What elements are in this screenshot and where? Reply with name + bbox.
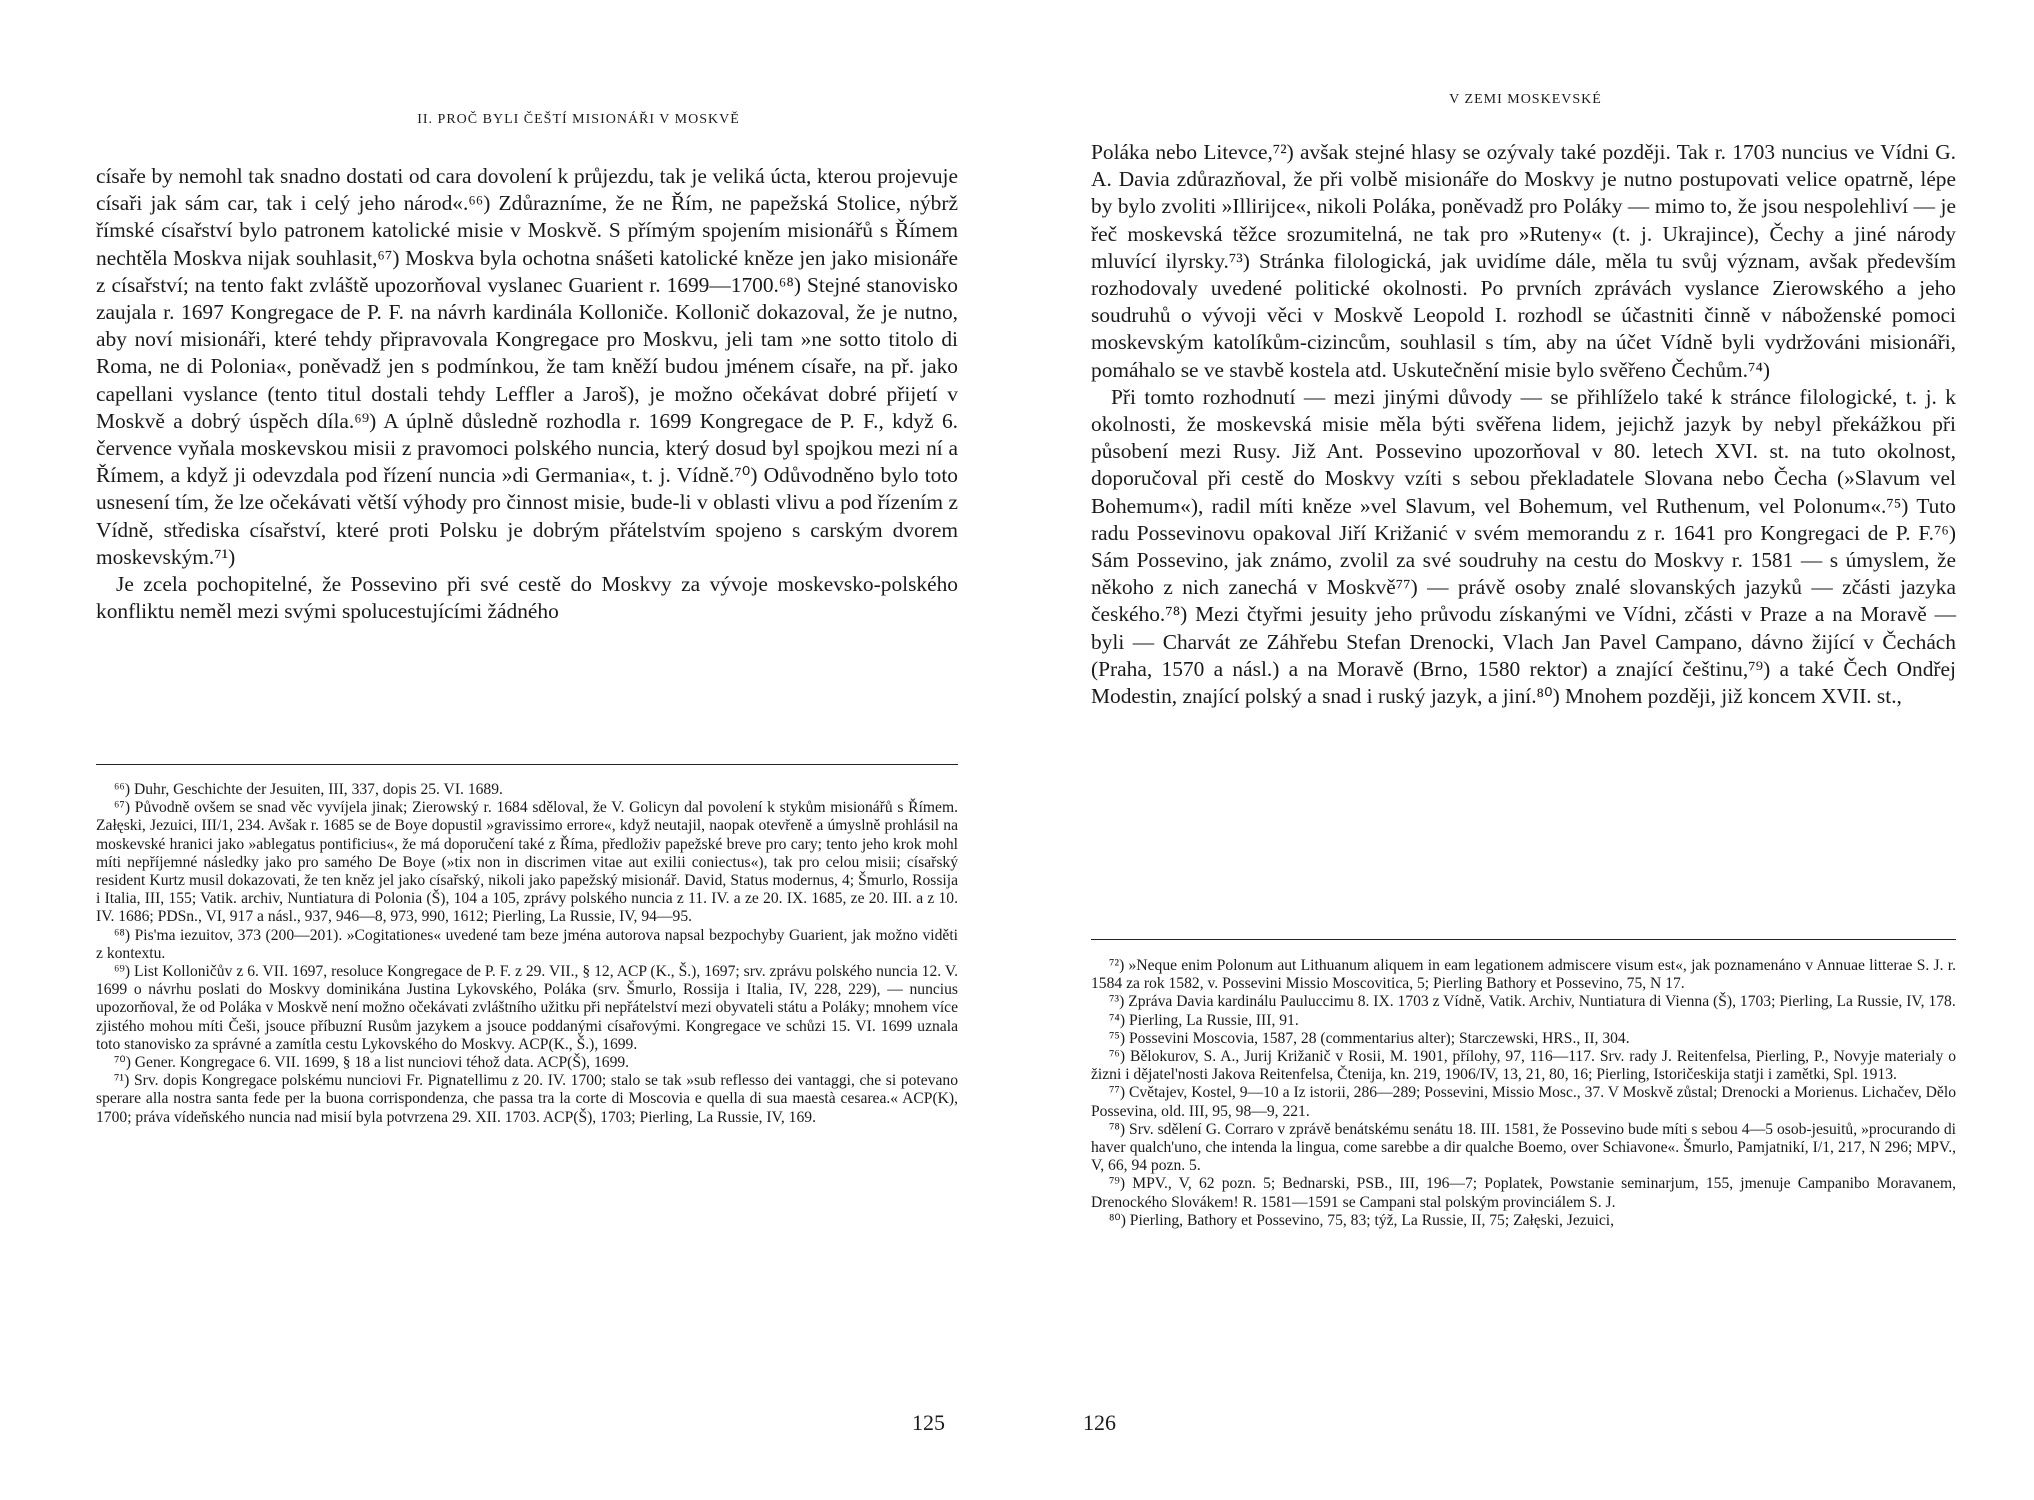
left-body-text (96, 163, 958, 625)
right-body-text (1091, 139, 1956, 710)
footnote-76: ⁷⁶) Bělokurov, S. A., Jurij Križanič v Rosii, M. 1901, přílohy, 97, 116—117. Srv. rady J. Reitenfelsa, Pierling, P., Novyje materialy o žizni i dějatel'nosti Jakova Reitenfelsa, Čtenija, kn. 219, 1906/IV, 13, 21, 80, 16; Pierling, Istoričeskija statji i zamětki, Spl. 1913. (1091, 1048, 1956, 1084)
right-footnotes (1091, 957, 1956, 1230)
footnote-71: ⁷¹) Srv. dopis Kongregace polskému nunciovi Fr. Pignatellimu z 20. IV. 1700; stalo se tak »sub reflesso dei vantaggi, che si potevano sperare alla nostra santa fede per la buona corrispondenza, che passa tra la corte di Moscovia e quella di sua maestà cesarea.« ACP(K), 1700; práva vídeňského nuncia nad misií byla potvrzena 29. XII. 1703. ACP(Š), 1703; Pierling, La Russie, IV, 169. (96, 1072, 958, 1126)
right-paragraph-1: Poláka nebo Litevce,⁷²) avšak stejné hlasy se ozývaly také později. Tak r. 1703 nuncius ve Vídni G. A. Davia zdůrazňoval, že při volbě misionáře do Moskvy je nutno postupovati velice opatrně, lépe by bylo zvoliti »Illirijce«, nikoli Poláka, poněvadž pro Poláky — mimo to, že jsou nespolehliví — je řeč moskevská těžce srozumitelná, ne tak pro »Ruteny« (t. j. Ukrajince), Čechy a jiné národy mluvící ilyrsky.⁷³) Stránka filologická, jak uvidíme dále, měla tu svůj význam, avšak především rozhodovaly uvedené politické okolnosti. Po prvních zprávách vyslance Zierowského a jeho soudruhů o vývoji věci v Moskvě Leopold I. rozhodl se účastniti činně v náboženské pomoci moskevským katolíkům-cizincům, souhlasil s tím, aby na účet Vídně byli vydržováni misionáři, pomáhalo se ve stavbě kostela atd. Uskutečnění misie bylo svěřeno Čechům.⁷⁴) (1091, 140, 1956, 382)
left-page-number: 125 (912, 1410, 945, 1435)
footnote-77: ⁷⁷) Cvětajev, Kostel, 9—10 a Iz istorii, 286—289; Possevini, Missio Mosc., 37. V Moskvě zůstal; Drenocki a Morienus. Lichačev, Dělo Possevina, old. III, 95, 98—9, 221. (1091, 1084, 1956, 1120)
footnote-70: ⁷⁰) Gener. Kongregace 6. VII. 1699, § 18 a list nunciovi téhož data. ACP(Š), 1699. (114, 1054, 630, 1072)
left-paragraph-2: Je zcela pochopitelné, že Possevino při své cestě do Moskvy za vývoje moskevsko-polského konfliktu neměl mezi svými spolucestujícími žádného (96, 572, 958, 624)
footnote-74: ⁷⁴) Pierling, La Russie, III, 91. (1109, 1011, 1299, 1029)
left-footnote-rule (96, 764, 958, 765)
right-page-number: 126 (1083, 1410, 1116, 1435)
footnote-73: ⁷³) Zpráva Davia kardinálu Pauluccimu 8. IX. 1703 z Vídně, Vatik. Archiv, Nuntiatura di Vienna (Š), 1703; Pierling, La Russie, IV, 178. (1109, 993, 1956, 1011)
footnote-79: ⁷⁹) MPV., V, 62 pozn. 5; Bednarski, PSB., III, 196—7; Poplatek, Powstanie seminarjum, 155, jmenuje Campanibo Moravanem, Drenockého Slovákem! R. 1581—1591 se Campani stal polským provinciálem S. J. (1091, 1175, 1956, 1211)
footnote-67: ⁶⁷) Původně ovšem se snad věc vyvíjela jinak; Zierowský r. 1684 sděloval, že V. Golicyn dal povolení k stykům misionářů s Římem. Załęski, Jezuici, III/1, 234. Avšak r. 1685 se de Boye dopustil »gravissimo errore«, když neutajil, naopak otevřeně a úmyslně prohlásil na moskevské hranici jako »ablegatus pontificius«, že má doporučení také z Říma, předloživ papežské breve pro cary; tento jeho krok mohl míti nepříjemné následky jako pro samého De Boye (»tix non in discrimen vitae aut exilii coniectus«), tak pro celou misii; císařský resident Kurtz musil dokazovati, že ten kněz jel jako císařský, nikoli jako papežský misionář. David, Status modernus, 4; Šmurlo, Rossija i Italia, III, 155; Vatik. archiv, Nuntiatura di Polonia (Š), 104 a 105, zprávy polského nuncia z 11. IV. a ze 20. IX. 1685, ze 20. III. a z 10. IV. 1686; PDSn., VI, 917 a násl., 937, 946—8, 973, 990, 1612; Pierling, La Russie, IV, 94—95. (96, 799, 958, 926)
footnote-69: ⁶⁹) List Kolloničův z 6. VII. 1697, resoluce Kongregace de P. F. z 29. VII., § 12, ACP (K., Š.), 1697; srv. zprávu polského nuncia 12. V. 1699 o návrhu poslati do Moskvy dominikána Justina Lykovského, Poláka (srv. Šmurlo, Rossija i Italia, IV, 228, 229), — nuncius upozorňoval, že od Poláka v Moskvě není možno očekávati zvláštního užitku při nepřátelství mezi obyvateli státu a Poláky; mnohem více zjistého mohou míti Češi, jsouce příbuzní Rusům jazykem a jsouce poddanými císařovými. Kongregace ve schůzi 15. VI. 1699 uznala toto stanovisko za správné a zamítla cestu Lykovského do Moskvy. ACP(K., Š.), 1699. (96, 963, 958, 1053)
left-paragraph-1: císaře by nemohl tak snadno dostati od cara dovolení k průjezdu, tak je veliká úcta, kterou projevuje císaři jak sám car, tak i celý jeho národ«.⁶⁶) Zdůrazníme, že ne Řím, ne papežská Stolice, nýbrž římské císařství bylo patronem katolické misie v Moskvě. S přímým spojením misionářů s Římem nechtěla Moskva nijak souhlasit,⁶⁷) Moskva byla ochotna snášeti katolické kněze jen jako misionáře z císařství; na tento fakt zvláště upozorňoval vyslanec Guarient r. 1699—1700.⁶⁸) Stejné stanovisko zaujala r. 1697 Kongregace de P. F. na návrh kardinála Kolloniče. Kollonič dokazoval, že je nutno, aby noví misionáři, které tehdy připravovala Kongregace pro Moskvu, jeli tam »ne sotto titolo di Roma, ne di Polonia«, poněvadž jen s podmínkou, že tam kněží budou jménem císaře, na př. jako capellani vyslance (tento titul dostali tehdy Leffler a Jaroš), je možno očekávat dobré přijetí v Moskvě a dobrý úspěch díla.⁶⁹) A úplně důsledně rozhodla r. 1699 Kongregace de P. F., když 6. července vyňala moskevskou misii z pravomoci polského nuncia, který dosud byl spojkou mezi ní a Římem, a když ji odevzdala pod řízení nuncia »di Germania«, t. j. Vídně.⁷⁰) Odůvodněno bylo toto usnesení tím, že lze očekávati větší výhody pro činnost misie, bude-li v oblasti vlivu a pod řízením z Vídně, střediska císařství, které proti Polsku je dobrým přátelstvím spojeno s carským dvorem moskevským.⁷¹) (96, 164, 958, 569)
left-footnotes (96, 781, 958, 1127)
footnote-68: ⁶⁸) Pis'ma iezuitov, 373 (200—201). »Cogitationes« uvedené tam beze jména autorova napsal bezpochyby Guarient, jak možno viděti z kontextu. (96, 926, 958, 962)
footnote-66: ⁶⁶) Duhr, Geschichte der Jesuiten, III, 337, dopis 25. VI. 1689. (114, 781, 503, 798)
right-paragraph-2: Při tomto rozhodnutí — mezi jinými důvody — se přihlíželo také k stránce filologické, t. j. k okolnosti, že moskevská misie měla býti svěřena lidem, jejichž jazyk by nebyl překážkou při působení mezi Rusy. Již Ant. Possevino upozorňoval v 80. letech XVI. st. na tuto okolnost, doporučoval při cestě do Moskvy vzíti s sebou překladatele Slovana nebo Čecha (»Slavum vel Bohemum«), radil míti kněze »vel Slavum, vel Bohemum, vel Ruthenum, vel Polonum«.⁷⁵) Tuto radu Possevinovu opakoval Jiří Križanić v svém memorandu z r. 1641 pro Kongregaci de P. F.⁷⁶) Sám Possevino, jak známo, zvolil za své soudruhy na cestu do Moskvy r. 1581 — s úmyslem, že někoho z nich zanechá v Moskvě⁷⁷) — právě osoby znalé slovanských jazyků — zčásti jazyka českého.⁷⁸) Mezi čtyřmi jesuity jeho průvodu získanými ve Vídni, zčásti v Praze a na Moravě — byli — Charvát ze Záhřebu Stefan Drenocki, Vlach Jan Pavel Campano, dávno žijící v Čechách (Praha, 1570 a násl.) a na Moravě (Brno, 1580 rektor) a znající češtinu,⁷⁹) a také Čech Ondřej Modestin, znající polský a snad i ruský jazyk, a jiní.⁸⁰) Mnohem později, již koncem XVII. st., (1091, 384, 1956, 709)
footnote-80: ⁸⁰) Pierling, Bathory et Possevino, 75, 83; týž, La Russie, II, 75; Załęski, Jezuici, (1109, 1211, 1614, 1229)
footnote-75: ⁷⁵) Possevini Moscovia, 1587, 28 (commentarius alter); Starczewski, HRS., II, 304. (1109, 1029, 1630, 1047)
footnote-72: ⁷²) »Neque enim Polonum aut Lithuanum aliquem in eam legationem admiscere visum est«, jak poznamenáno v Annuae litterae S. J. r. 1584 za rok 1582, v. Possevini Missio Moscovitica, 5; Pierling Bathory et Possevino, 75, N 17. (1091, 957, 1956, 993)
right-page (1017, 0, 2034, 1500)
left-running-head: II. PROČ BYLI ČEŠTÍ MISIONÁŘI V MOSKVĚ (417, 112, 740, 127)
right-footnote-rule (1091, 939, 1956, 940)
footnote-78: ⁷⁸) Srv. sdělení G. Corraro v zprávě benátskému senátu 18. III. 1581, že Possevino bude míti s sebou 4—5 osob-jesuitů, »procurando di haver qualch'uno, che intenda la lingua, come sarebbe a dir qualche Boemo, over Schiavone«. Šmurlo, Pamjatnikí, I/1, 217, N 296; MPV., V, 66, 94 pozn. 5. (1091, 1120, 1956, 1175)
right-running-head: V ZEMI MOSKEVSKÉ (1449, 92, 1602, 107)
